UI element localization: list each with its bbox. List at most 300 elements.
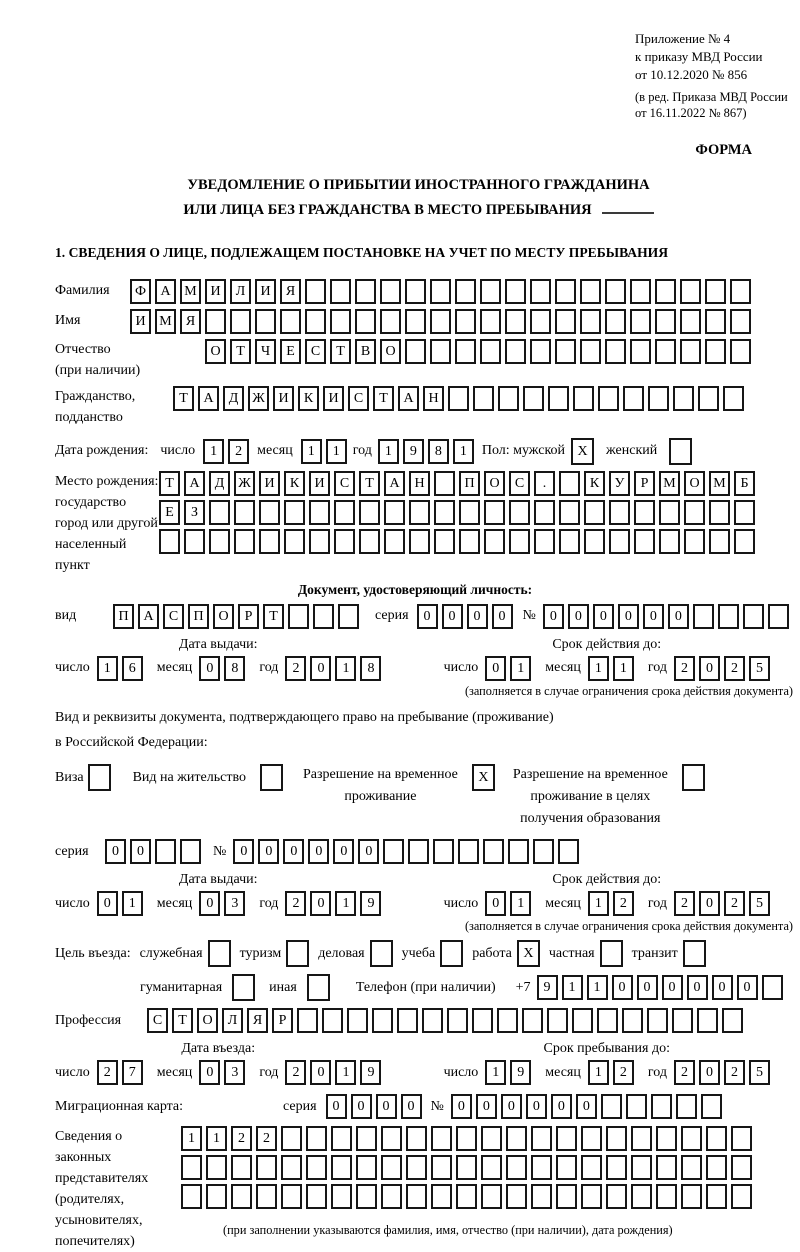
char-cell[interactable]: И — [309, 471, 330, 496]
char-cell[interactable]: . — [534, 471, 555, 496]
char-cell[interactable]: 0 — [467, 604, 488, 629]
char-cell[interactable] — [681, 1184, 702, 1209]
char-cell[interactable] — [718, 604, 739, 629]
char-cell[interactable] — [548, 386, 569, 411]
char-cell[interactable] — [405, 339, 426, 364]
char-cell[interactable] — [405, 309, 426, 334]
char-cell[interactable]: 0 — [485, 656, 506, 681]
char-cell[interactable] — [581, 1155, 602, 1180]
char-cell[interactable]: 2 — [231, 1126, 252, 1151]
char-cell[interactable] — [681, 1126, 702, 1151]
char-cell[interactable]: Я — [247, 1008, 268, 1033]
char-cell[interactable]: 0 — [618, 604, 639, 629]
char-cell[interactable] — [631, 1155, 652, 1180]
char-cell[interactable]: 2 — [724, 891, 745, 916]
char-cell[interactable] — [338, 604, 359, 629]
purpose-tourism-checkbox[interactable] — [286, 940, 309, 967]
char-cell[interactable] — [259, 529, 280, 554]
char-cell[interactable] — [530, 309, 551, 334]
purpose-transit-checkbox[interactable] — [683, 940, 706, 967]
char-cell[interactable]: 0 — [551, 1094, 572, 1119]
char-cell[interactable] — [409, 500, 430, 525]
char-cell[interactable] — [693, 604, 714, 629]
char-cell[interactable] — [606, 1184, 627, 1209]
purpose-private-checkbox[interactable] — [600, 940, 623, 967]
char-cell[interactable] — [709, 529, 730, 554]
char-cell[interactable] — [606, 1155, 627, 1180]
char-cell[interactable]: 1 — [206, 1126, 227, 1151]
char-cell[interactable]: М — [659, 471, 680, 496]
char-cell[interactable]: 2 — [97, 1060, 118, 1085]
char-cell[interactable]: 0 — [737, 975, 758, 1000]
char-cell[interactable]: И — [205, 279, 226, 304]
char-cell[interactable] — [209, 500, 230, 525]
char-cell[interactable]: 2 — [256, 1126, 277, 1151]
char-cell[interactable] — [455, 309, 476, 334]
char-cell[interactable] — [205, 309, 226, 334]
char-cell[interactable] — [555, 339, 576, 364]
char-cell[interactable] — [422, 1008, 443, 1033]
char-cell[interactable] — [284, 500, 305, 525]
char-cell[interactable] — [630, 309, 651, 334]
char-cell[interactable] — [381, 1126, 402, 1151]
char-cell[interactable]: 0 — [351, 1094, 372, 1119]
char-cell[interactable] — [234, 500, 255, 525]
char-cell[interactable]: А — [138, 604, 159, 629]
char-cell[interactable]: И — [323, 386, 344, 411]
char-cell[interactable] — [705, 339, 726, 364]
char-cell[interactable]: 0 — [310, 891, 331, 916]
char-cell[interactable]: 1 — [335, 1060, 356, 1085]
char-cell[interactable]: 6 — [122, 656, 143, 681]
char-cell[interactable] — [384, 529, 405, 554]
char-cell[interactable] — [230, 309, 251, 334]
char-cell[interactable]: П — [459, 471, 480, 496]
char-cell[interactable] — [533, 839, 554, 864]
char-cell[interactable]: 1 — [326, 439, 347, 464]
char-cell[interactable] — [305, 309, 326, 334]
char-cell[interactable] — [734, 529, 755, 554]
char-cell[interactable]: Я — [280, 279, 301, 304]
char-cell[interactable]: 7 — [122, 1060, 143, 1085]
char-cell[interactable] — [313, 604, 334, 629]
char-cell[interactable]: 2 — [285, 891, 306, 916]
char-cell[interactable] — [456, 1184, 477, 1209]
char-cell[interactable]: 3 — [224, 891, 245, 916]
char-cell[interactable] — [356, 1155, 377, 1180]
char-cell[interactable] — [484, 529, 505, 554]
char-cell[interactable] — [730, 339, 751, 364]
char-cell[interactable] — [705, 309, 726, 334]
char-cell[interactable] — [355, 309, 376, 334]
char-cell[interactable]: С — [163, 604, 184, 629]
char-cell[interactable] — [730, 309, 751, 334]
char-cell[interactable] — [706, 1184, 727, 1209]
char-cell[interactable] — [331, 1184, 352, 1209]
char-cell[interactable] — [547, 1008, 568, 1033]
char-cell[interactable] — [155, 839, 176, 864]
char-cell[interactable] — [483, 839, 504, 864]
char-cell[interactable] — [334, 529, 355, 554]
purpose-study-checkbox[interactable] — [440, 940, 463, 967]
char-cell[interactable] — [523, 386, 544, 411]
char-cell[interactable]: П — [188, 604, 209, 629]
char-cell[interactable] — [284, 529, 305, 554]
char-cell[interactable] — [206, 1184, 227, 1209]
char-cell[interactable] — [231, 1155, 252, 1180]
char-cell[interactable]: Т — [373, 386, 394, 411]
char-cell[interactable] — [659, 529, 680, 554]
char-cell[interactable] — [601, 1094, 622, 1119]
char-cell[interactable] — [509, 500, 530, 525]
char-cell[interactable]: Б — [734, 471, 755, 496]
char-cell[interactable] — [480, 279, 501, 304]
char-cell[interactable] — [473, 386, 494, 411]
char-cell[interactable] — [630, 339, 651, 364]
char-cell[interactable] — [734, 500, 755, 525]
char-cell[interactable]: Т — [230, 339, 251, 364]
char-cell[interactable] — [484, 500, 505, 525]
char-cell[interactable]: А — [155, 279, 176, 304]
char-cell[interactable] — [448, 386, 469, 411]
char-cell[interactable]: 1 — [335, 656, 356, 681]
char-cell[interactable]: П — [113, 604, 134, 629]
char-cell[interactable] — [534, 500, 555, 525]
char-cell[interactable]: 0 — [543, 604, 564, 629]
char-cell[interactable]: 0 — [283, 839, 304, 864]
char-cell[interactable] — [705, 279, 726, 304]
char-cell[interactable] — [762, 975, 783, 1000]
char-cell[interactable]: 0 — [199, 656, 220, 681]
char-cell[interactable]: С — [334, 471, 355, 496]
char-cell[interactable] — [659, 500, 680, 525]
char-cell[interactable] — [698, 386, 719, 411]
char-cell[interactable]: 1 — [510, 656, 531, 681]
char-cell[interactable]: С — [305, 339, 326, 364]
char-cell[interactable] — [623, 386, 644, 411]
char-cell[interactable]: Ж — [234, 471, 255, 496]
char-cell[interactable]: И — [255, 279, 276, 304]
char-cell[interactable] — [256, 1184, 277, 1209]
char-cell[interactable] — [647, 1008, 668, 1033]
char-cell[interactable]: 1 — [335, 891, 356, 916]
char-cell[interactable] — [672, 1008, 693, 1033]
char-cell[interactable]: И — [130, 309, 151, 334]
char-cell[interactable] — [497, 1008, 518, 1033]
char-cell[interactable]: 0 — [105, 839, 126, 864]
char-cell[interactable] — [159, 529, 180, 554]
char-cell[interactable] — [709, 500, 730, 525]
char-cell[interactable] — [331, 1155, 352, 1180]
char-cell[interactable]: 1 — [203, 439, 224, 464]
char-cell[interactable] — [459, 529, 480, 554]
char-cell[interactable] — [288, 604, 309, 629]
char-cell[interactable] — [572, 1008, 593, 1033]
char-cell[interactable] — [581, 1126, 602, 1151]
char-cell[interactable] — [655, 339, 676, 364]
char-cell[interactable] — [322, 1008, 343, 1033]
char-cell[interactable]: 0 — [712, 975, 733, 1000]
char-cell[interactable]: 1 — [301, 439, 322, 464]
char-cell[interactable]: 5 — [749, 1060, 770, 1085]
char-cell[interactable] — [430, 279, 451, 304]
char-cell[interactable] — [651, 1094, 672, 1119]
char-cell[interactable]: 0 — [568, 604, 589, 629]
char-cell[interactable]: 9 — [403, 439, 424, 464]
char-cell[interactable] — [431, 1126, 452, 1151]
char-cell[interactable]: 1 — [97, 656, 118, 681]
char-cell[interactable] — [356, 1126, 377, 1151]
char-cell[interactable]: 0 — [476, 1094, 497, 1119]
char-cell[interactable] — [280, 309, 301, 334]
char-cell[interactable] — [768, 604, 789, 629]
char-cell[interactable]: А — [184, 471, 205, 496]
char-cell[interactable] — [730, 279, 751, 304]
char-cell[interactable] — [255, 309, 276, 334]
char-cell[interactable] — [534, 529, 555, 554]
char-cell[interactable] — [697, 1008, 718, 1033]
char-cell[interactable]: 0 — [97, 891, 118, 916]
char-cell[interactable]: 0 — [643, 604, 664, 629]
char-cell[interactable]: К — [298, 386, 319, 411]
char-cell[interactable]: Т — [263, 604, 284, 629]
char-cell[interactable]: А — [198, 386, 219, 411]
purpose-other-checkbox[interactable] — [307, 974, 330, 1001]
char-cell[interactable]: 5 — [749, 656, 770, 681]
char-cell[interactable] — [481, 1126, 502, 1151]
char-cell[interactable] — [559, 529, 580, 554]
char-cell[interactable]: Ж — [248, 386, 269, 411]
char-cell[interactable] — [606, 1126, 627, 1151]
residence-permit-checkbox[interactable] — [260, 764, 283, 791]
char-cell[interactable] — [431, 1155, 452, 1180]
char-cell[interactable] — [480, 309, 501, 334]
char-cell[interactable]: С — [147, 1008, 168, 1033]
char-cell[interactable]: 0 — [485, 891, 506, 916]
char-cell[interactable] — [531, 1184, 552, 1209]
char-cell[interactable] — [630, 279, 651, 304]
char-cell[interactable] — [383, 839, 404, 864]
char-cell[interactable] — [306, 1126, 327, 1151]
char-cell[interactable] — [355, 279, 376, 304]
char-cell[interactable]: 1 — [378, 439, 399, 464]
char-cell[interactable] — [701, 1094, 722, 1119]
char-cell[interactable]: 0 — [376, 1094, 397, 1119]
char-cell[interactable] — [456, 1126, 477, 1151]
char-cell[interactable] — [743, 604, 764, 629]
char-cell[interactable]: Д — [223, 386, 244, 411]
purpose-humanitarian-checkbox[interactable] — [232, 974, 255, 1001]
char-cell[interactable] — [434, 500, 455, 525]
sex-male-checkbox[interactable]: X — [571, 438, 594, 465]
char-cell[interactable]: 2 — [724, 1060, 745, 1085]
char-cell[interactable]: 0 — [442, 604, 463, 629]
char-cell[interactable] — [505, 309, 526, 334]
char-cell[interactable]: 2 — [724, 656, 745, 681]
char-cell[interactable]: 0 — [308, 839, 329, 864]
char-cell[interactable]: Ч — [255, 339, 276, 364]
char-cell[interactable] — [481, 1155, 502, 1180]
char-cell[interactable]: 0 — [333, 839, 354, 864]
char-cell[interactable] — [559, 500, 580, 525]
char-cell[interactable] — [680, 339, 701, 364]
char-cell[interactable] — [259, 500, 280, 525]
char-cell[interactable]: 1 — [613, 656, 634, 681]
char-cell[interactable] — [231, 1184, 252, 1209]
char-cell[interactable] — [605, 279, 626, 304]
char-cell[interactable] — [380, 279, 401, 304]
char-cell[interactable] — [584, 500, 605, 525]
char-cell[interactable] — [622, 1008, 643, 1033]
char-cell[interactable]: 1 — [485, 1060, 506, 1085]
char-cell[interactable]: Д — [209, 471, 230, 496]
char-cell[interactable] — [634, 529, 655, 554]
char-cell[interactable] — [380, 309, 401, 334]
char-cell[interactable]: 2 — [613, 1060, 634, 1085]
char-cell[interactable] — [555, 309, 576, 334]
char-cell[interactable]: М — [155, 309, 176, 334]
char-cell[interactable]: З — [184, 500, 205, 525]
char-cell[interactable] — [656, 1126, 677, 1151]
char-cell[interactable] — [722, 1008, 743, 1033]
char-cell[interactable]: 1 — [510, 891, 531, 916]
char-cell[interactable] — [684, 500, 705, 525]
char-cell[interactable]: А — [398, 386, 419, 411]
char-cell[interactable]: 2 — [285, 1060, 306, 1085]
char-cell[interactable]: 0 — [699, 1060, 720, 1085]
char-cell[interactable]: О — [484, 471, 505, 496]
char-cell[interactable]: 9 — [360, 891, 381, 916]
char-cell[interactable]: 0 — [492, 604, 513, 629]
char-cell[interactable] — [381, 1184, 402, 1209]
char-cell[interactable] — [180, 839, 201, 864]
char-cell[interactable]: Т — [330, 339, 351, 364]
rvp-education-checkbox[interactable] — [682, 764, 705, 791]
char-cell[interactable]: О — [197, 1008, 218, 1033]
char-cell[interactable] — [656, 1155, 677, 1180]
char-cell[interactable]: 8 — [428, 439, 449, 464]
char-cell[interactable]: О — [684, 471, 705, 496]
char-cell[interactable] — [381, 1155, 402, 1180]
char-cell[interactable]: О — [213, 604, 234, 629]
char-cell[interactable] — [605, 339, 626, 364]
char-cell[interactable] — [498, 386, 519, 411]
char-cell[interactable] — [305, 279, 326, 304]
char-cell[interactable] — [181, 1155, 202, 1180]
char-cell[interactable] — [556, 1155, 577, 1180]
char-cell[interactable]: 2 — [285, 656, 306, 681]
char-cell[interactable]: 3 — [224, 1060, 245, 1085]
char-cell[interactable] — [609, 500, 630, 525]
char-cell[interactable] — [597, 1008, 618, 1033]
char-cell[interactable] — [455, 279, 476, 304]
char-cell[interactable] — [472, 1008, 493, 1033]
char-cell[interactable] — [330, 279, 351, 304]
char-cell[interactable] — [431, 1184, 452, 1209]
char-cell[interactable]: 2 — [613, 891, 634, 916]
char-cell[interactable] — [406, 1155, 427, 1180]
char-cell[interactable] — [347, 1008, 368, 1033]
char-cell[interactable] — [723, 386, 744, 411]
char-cell[interactable]: 0 — [310, 656, 331, 681]
char-cell[interactable]: Р — [238, 604, 259, 629]
char-cell[interactable] — [209, 529, 230, 554]
char-cell[interactable] — [405, 279, 426, 304]
char-cell[interactable]: 0 — [662, 975, 683, 1000]
char-cell[interactable] — [181, 1184, 202, 1209]
char-cell[interactable] — [731, 1184, 752, 1209]
char-cell[interactable]: Р — [634, 471, 655, 496]
char-cell[interactable]: 0 — [501, 1094, 522, 1119]
char-cell[interactable] — [506, 1155, 527, 1180]
char-cell[interactable] — [556, 1126, 577, 1151]
char-cell[interactable] — [558, 839, 579, 864]
char-cell[interactable] — [359, 500, 380, 525]
char-cell[interactable] — [331, 1126, 352, 1151]
char-cell[interactable]: С — [509, 471, 530, 496]
char-cell[interactable] — [481, 1184, 502, 1209]
char-cell[interactable] — [531, 1155, 552, 1180]
char-cell[interactable]: 1 — [588, 891, 609, 916]
char-cell[interactable]: И — [259, 471, 280, 496]
sex-female-checkbox[interactable] — [669, 438, 692, 465]
char-cell[interactable] — [731, 1155, 752, 1180]
char-cell[interactable]: 0 — [358, 839, 379, 864]
char-cell[interactable] — [555, 279, 576, 304]
char-cell[interactable]: 1 — [588, 1060, 609, 1085]
char-cell[interactable]: 0 — [576, 1094, 597, 1119]
char-cell[interactable] — [531, 1126, 552, 1151]
char-cell[interactable]: 0 — [699, 891, 720, 916]
char-cell[interactable] — [281, 1184, 302, 1209]
char-cell[interactable] — [530, 339, 551, 364]
char-cell[interactable]: М — [180, 279, 201, 304]
title-blank-line[interactable] — [602, 200, 654, 214]
char-cell[interactable] — [506, 1126, 527, 1151]
char-cell[interactable] — [706, 1126, 727, 1151]
char-cell[interactable]: 0 — [451, 1094, 472, 1119]
char-cell[interactable]: 0 — [526, 1094, 547, 1119]
char-cell[interactable]: 0 — [326, 1094, 347, 1119]
char-cell[interactable]: Т — [173, 386, 194, 411]
char-cell[interactable] — [681, 1155, 702, 1180]
char-cell[interactable] — [356, 1184, 377, 1209]
char-cell[interactable]: 0 — [699, 656, 720, 681]
char-cell[interactable] — [434, 529, 455, 554]
char-cell[interactable] — [580, 339, 601, 364]
char-cell[interactable] — [609, 529, 630, 554]
char-cell[interactable]: 9 — [510, 1060, 531, 1085]
char-cell[interactable] — [447, 1008, 468, 1033]
char-cell[interactable] — [334, 500, 355, 525]
char-cell[interactable] — [598, 386, 619, 411]
char-cell[interactable] — [573, 386, 594, 411]
char-cell[interactable]: 1 — [122, 891, 143, 916]
char-cell[interactable]: 0 — [233, 839, 254, 864]
char-cell[interactable]: 0 — [593, 604, 614, 629]
char-cell[interactable] — [559, 471, 580, 496]
char-cell[interactable] — [556, 1184, 577, 1209]
char-cell[interactable] — [580, 309, 601, 334]
char-cell[interactable]: Ф — [130, 279, 151, 304]
char-cell[interactable] — [480, 339, 501, 364]
char-cell[interactable] — [430, 309, 451, 334]
char-cell[interactable] — [655, 279, 676, 304]
char-cell[interactable] — [309, 500, 330, 525]
char-cell[interactable]: М — [709, 471, 730, 496]
char-cell[interactable]: Р — [272, 1008, 293, 1033]
purpose-business-checkbox[interactable] — [370, 940, 393, 967]
